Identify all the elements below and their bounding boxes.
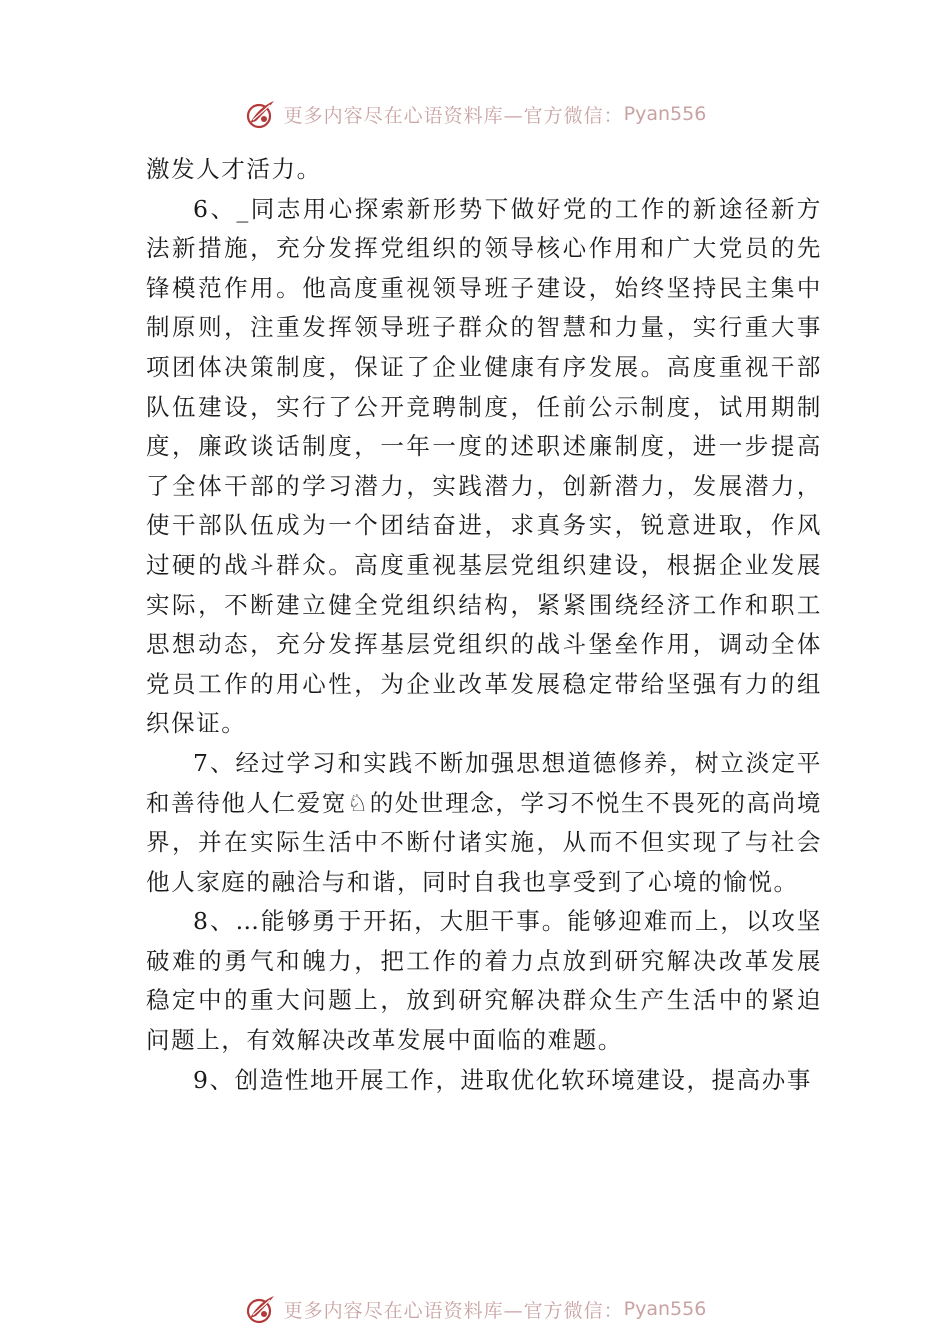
paragraph-item-9: 9、创造性地开展工作，进取优化软环境建设，提高办事 bbox=[193, 1065, 812, 1094]
header-banner-text: 更多内容尽在心语资料库—官方微信： bbox=[283, 104, 624, 127]
header-banner bbox=[0, 94, 950, 134]
quill-pen-seal-icon bbox=[244, 97, 278, 131]
paragraph-item-6: 6、_同志用心探索新形势下做好党的工作的新途径新方法新措施，充分发挥党组织的领导核心作用和广大党员的先锋模范作用。他高度重视领导班子建设，始终坚持民主集中制原则，注重发挥领导班子群众的智慧和力量，实行重大事项团体决策制度，保证了企业健康有序发展。高度重视干部队伍建设，实行了公开竞聘制度，任前公示制度，试用期制度，廉政谈话制度，一年一度的述职述廉制度，进一步提高了全体干部的学习潜力，实践潜力，创新潜力，发展潜力， 使干部队伍成为一个团结奋进，求真务实，锐意进取，作风过硬的战斗群众。高度重视基层党组织建设，根据企业发展实际，不断建立健全党组织结构，紧紧围绕经济工作和职工思想动态，充分发挥基层党组织的战斗堡垒作用，调动全体党员工作的用心性，为企业改革发展稳定带给坚强有力的组织保证。 bbox=[146, 194, 822, 738]
document-body bbox=[146, 150, 822, 1100]
header-banner-wechat-id: Pyan556 bbox=[623, 103, 707, 125]
paragraph-continuation: 激发人才活力。 bbox=[146, 155, 322, 183]
quill-pen-seal-icon bbox=[244, 1292, 278, 1326]
footer-banner-wechat-id: Pyan556 bbox=[623, 1298, 707, 1320]
footer-banner-text: 更多内容尽在心语资料库—官方微信： bbox=[283, 1299, 624, 1322]
footer-banner bbox=[0, 1289, 950, 1329]
paragraph-item-7: 7、经过学习和实践不断加强思想道德修养，树立淡定平和善待他人仁爱宽♘的处世理念，学习不悦生不畏死的高尚境界，并在实际生活中不断付诸实施，从而不但实现了与社会他人家庭的融洽与和谐，同时自我也享受到了心境的愉悦。 bbox=[146, 748, 822, 896]
paragraph-item-8: 8、…能够勇于开拓，大胆干事。能够迎难而上，以攻坚破难的勇气和魄力，把工作的着力点放到研究解决改革发展稳定中的重大问题上，放到研究解决群众生产生活中的紧迫问题上，有效解决改革发展中面临的难题。 bbox=[146, 907, 822, 1055]
